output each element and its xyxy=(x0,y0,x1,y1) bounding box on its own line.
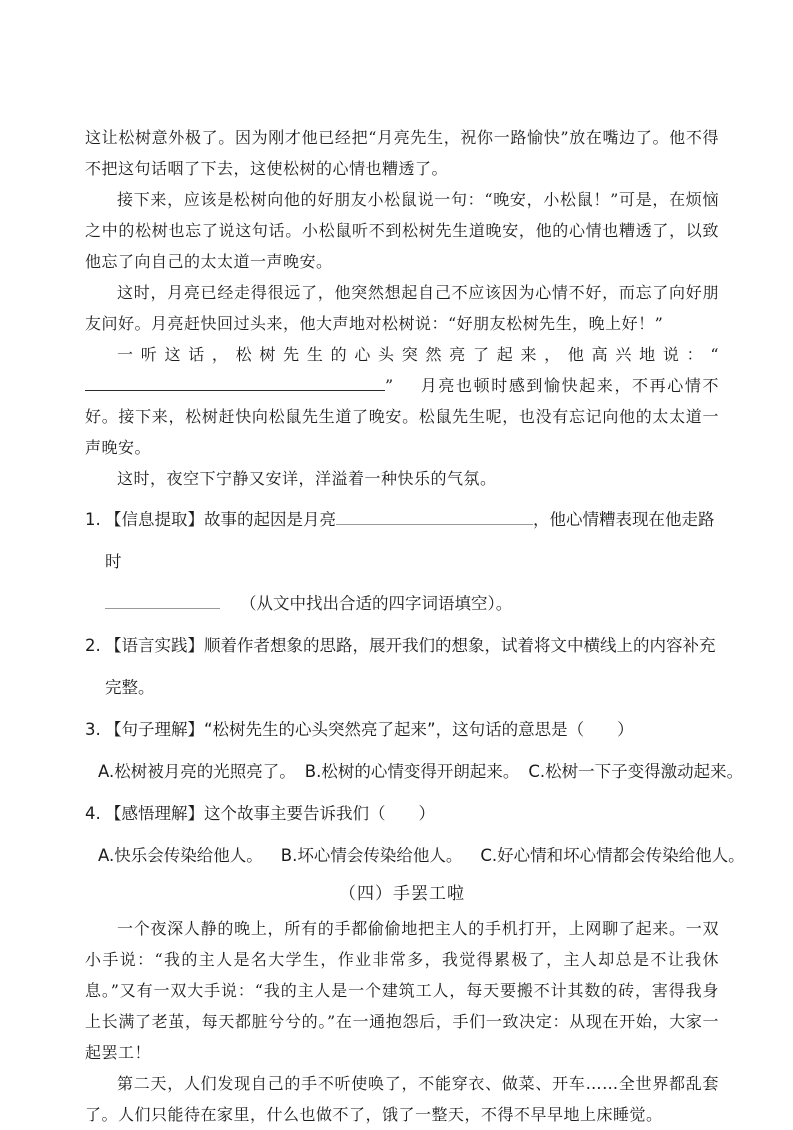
paragraph-text: 月亮也顿时感到愉快起来，不再心情不好。接下来，松树赶快向松鼠先生道了晚安。松鼠先生呢，也没有忘记向他的太太道一声晚安。 xyxy=(85,376,719,457)
option-c: C.松树一下子变得激动起来。 xyxy=(528,762,744,781)
question-text: ，他心情糟表现在他走路时 xyxy=(105,510,715,571)
question-tag: 【语言实践】 xyxy=(105,636,204,655)
answer-blank-line xyxy=(105,595,220,609)
question-3-options xyxy=(98,751,744,793)
section-title: （四）手罢工啦 xyxy=(339,884,465,904)
passage-hands-strike xyxy=(85,913,719,1130)
closing-quote: ” xyxy=(385,376,394,395)
question-2 xyxy=(85,625,719,709)
question-tag: 【感悟理解】 xyxy=(105,804,204,823)
question-text: 这个故事主要告诉我们（ ） xyxy=(204,804,435,823)
passage-paragraph-with-blank xyxy=(85,339,719,463)
question-number: 4. xyxy=(85,804,101,823)
question-4-options xyxy=(98,835,745,877)
paragraph-text: 一听这话，松树先生的心头突然亮了起来，他高兴地说：“ xyxy=(117,345,719,364)
question-number: 3. xyxy=(85,720,101,739)
option-b: B.坏心情会传染给他人。 xyxy=(280,846,463,865)
passage-paragraph: 这时，月亮已经走得很远了，他突然想起自己不应该因为心情不好，而忘了向好朋友问好。月亮赶快回过头来，他大声地对松树说：“好朋友松树先生，晚上好！” xyxy=(85,283,719,333)
passage-paragraph: 这时，夜空下宁静又安详，洋溢着一种快乐的气氛。 xyxy=(117,469,497,488)
option-b: B.松树的心情变得开朗起来。 xyxy=(304,762,520,781)
option-a: A.松树被月亮的光照亮了。 xyxy=(98,762,296,781)
question-3 xyxy=(85,709,744,793)
question-text: “松树先生的心头突然亮了起来”，这句话的意思是（ ） xyxy=(204,720,634,739)
question-1 xyxy=(85,499,719,625)
option-c: C.好心情和坏心情都会传染给他人。 xyxy=(480,846,745,865)
fill-in-blank-line xyxy=(85,377,285,391)
passage-paragraph: 这让松树意外极了。因为刚才他已经把“月亮先生，祝你一路愉快”放在嘴边了。他不得不把这句话咽了下去，这使松树的心情也糟透了。 xyxy=(85,128,719,178)
option-a: A.快乐会传染给他人。 xyxy=(98,846,263,865)
question-tag: 【信息提取】 xyxy=(105,510,204,529)
question-list xyxy=(85,499,745,877)
question-text: 故事的起因是月亮 xyxy=(204,510,336,529)
answer-blank-line xyxy=(336,511,533,525)
question-tag: 【句子理解】 xyxy=(105,720,204,739)
passage-moon-story xyxy=(85,122,719,494)
question-4 xyxy=(85,793,745,877)
question-1-line-2 xyxy=(105,583,719,625)
question-number: 1. xyxy=(85,510,101,529)
passage-paragraph: 接下来，应该是松树向他的好朋友小松鼠说一句：“晚安，小松鼠！”可是，在烦恼之中的松树也忘了说这句话。小松鼠听不到松树先生道晚安，他的心情也糟透了，以致他忘了向自己的太太道一声晚安。 xyxy=(85,190,719,271)
question-text: 顺着作者想象的思路，展开我们的想象，试着将文中横线上的内容补充完整。 xyxy=(105,636,716,697)
question-number: 2. xyxy=(85,636,101,655)
passage-paragraph: 第二天，人们发现自己的手不听使唤了，不能穿衣、做菜、开车……全世界都乱套了。人们只能待在家里，什么也做不了，饿了一整天，不得不早早地上床睡觉。 xyxy=(85,1074,719,1124)
question-note: （从文中找出合适的四字词语填空）。 xyxy=(240,594,513,613)
passage-paragraph: 一个夜深人静的晚上，所有的手都偷偷地把主人的手机打开，上网聊了起来。一双小手说：“我的主人是名大学生，作业非常多，我觉得累极了，主人却总是不让我休息。”又有一双大手说：“我的主人是一个建筑工人，每天要搬不计其数的砖，害得我身上长满了老茧，每天都脏兮兮的。”在一通抱怨后，手们一致决定：从现在开始，大家一起罢工！ xyxy=(85,919,719,1062)
fill-in-blank-line xyxy=(285,377,385,391)
